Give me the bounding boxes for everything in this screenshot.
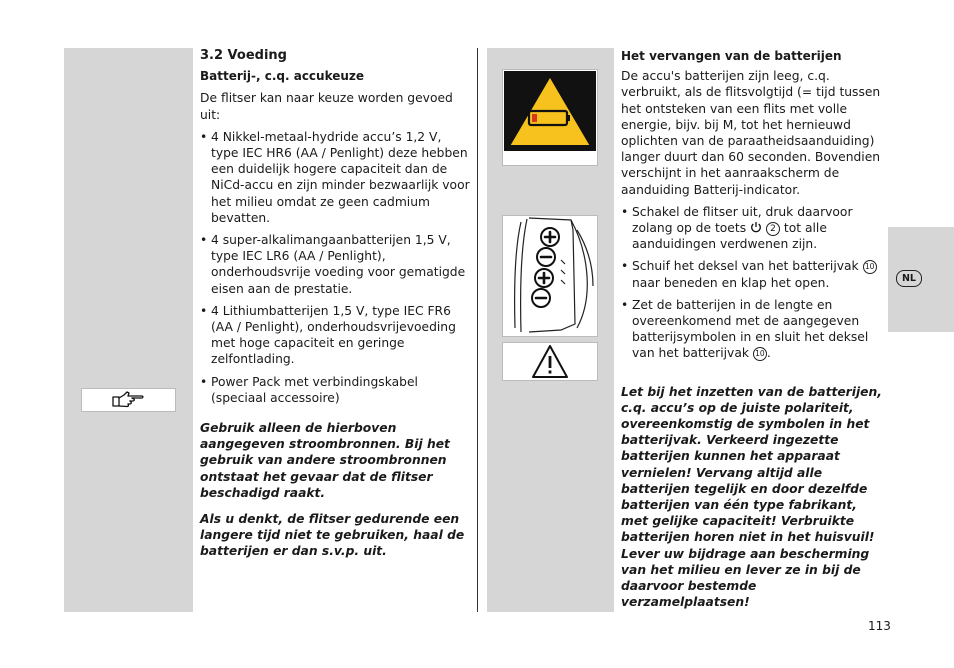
- step-text: naar beneden en klap het open.: [632, 275, 830, 290]
- step-text: Schuif het deksel van het batterijvak: [632, 259, 859, 274]
- pointing-hand-icon: [82, 389, 175, 411]
- storage-note: Als u denkt, de flitser gedurende een langere tijd niet te gebruiken, haal de batterijen er dan s.v.p. uit.: [200, 512, 465, 559]
- battery-replace-title: Het vervangen van de batterijen: [621, 49, 842, 63]
- step-text: tot alle aanduidingen verdwenen zijn.: [632, 221, 827, 252]
- language-badge: NL: [896, 270, 922, 287]
- step-text: Schakel de flitser uit, druk daarvoor zolang op de toets: [632, 204, 853, 236]
- left-column: [200, 48, 470, 566]
- intro-text: De flitser kan naar keuze worden gevoed uit:: [200, 91, 453, 122]
- warning-text: Gebruik alleen de hierboven aangegeven stroombronnen. Bij het gebruik van andere stroombronnen ontstaat het gevaar dat de flitser beschadigd raakt.: [200, 421, 450, 500]
- list-item: [621, 204, 886, 253]
- list-item: • Power Pack met verbindingskabel (speciaal accessoire): [200, 374, 470, 406]
- right-column: [621, 48, 886, 617]
- note-icon-box: [81, 388, 176, 412]
- list-item: [621, 258, 886, 290]
- power-source-list: [200, 129, 470, 406]
- section-title: 3.2 Voeding: [200, 48, 287, 63]
- reference-number: 2: [766, 222, 780, 236]
- battery-warning-image: [502, 69, 598, 166]
- list-item: • 4 Nikkel-metaal-hydride accu’s 1,2 V, type IEC HR6 (AA / Penlight) deze hebben een duidelijk hogere capaciteit dan de NiCd-accu en zijn minder bezwaarlijk voor het milieu omdat ze geen cadmium bevatten.: [200, 129, 470, 226]
- warning-image: [502, 342, 598, 381]
- battery-warning-icon: [503, 70, 597, 165]
- reference-number: 10: [753, 347, 767, 361]
- polarity-warning: Let bij het inzetten van de batterijen, c.q. accu’s op de juiste polariteit, overeenkomstig de symbolen in het batterijvak. Verkeerd ingezette batterijen kunnen het apparaat vernielen! Vervang altijd alle batterijen tegelijk en door dezelfde batterijen van één type fabrikant, met gelijke capaciteit! Verbruikte batterijen horen niet in het huisvuil! Lever uw bijdrage aan bescherming van het milieu en lever ze in bij de daarvoor bestemde verzamelplaatsen!: [621, 384, 882, 610]
- step-text: .: [766, 346, 771, 361]
- battery-compartment-icon: [503, 216, 597, 336]
- list-item: [621, 297, 886, 362]
- left-margin-column: [64, 48, 193, 612]
- battery-steps-list: [621, 204, 886, 362]
- list-item: • 4 super-alkalimangaanbatterijen 1,5 V, type IEC LR6 (AA / Penlight), onderhoudsvrije voeding voor gematigde eisen aan de prestatie.: [200, 232, 470, 297]
- warning-triangle-icon: [503, 343, 597, 380]
- battery-compartment-image: [502, 215, 598, 337]
- battery-intro: De accu's batterijen zijn leeg, c.q. verbruikt, als de flitsvolgtijd (= tijd tussen het ontsteken van een flits met volle energie, bijv. bij M, tot het hernieuwd oplichten van de paraatheidsaanduiding) langer duurt dan 60 seconden. Bovendien verschijnt in het aanraakscherm de aanduiding Batterij-indicator.: [621, 69, 881, 197]
- column-divider: [477, 48, 478, 612]
- page-number: 113: [868, 619, 891, 633]
- step-text: Zet de batterijen in de lengte en overeenkomend met de aangegeven batterijsymbolen in en sluit het deksel van het batterijvak: [632, 297, 869, 361]
- power-icon: [750, 221, 762, 233]
- list-item: • 4 Lithiumbatterijen 1,5 V, type IEC FR6 (AA / Penlight), onderhoudsvrijevoeding met hoge capaciteit en geringe zelfontlading.: [200, 303, 470, 368]
- section-subtitle: Batterij-, c.q. accukeuze: [200, 69, 365, 84]
- reference-number: 10: [863, 260, 877, 274]
